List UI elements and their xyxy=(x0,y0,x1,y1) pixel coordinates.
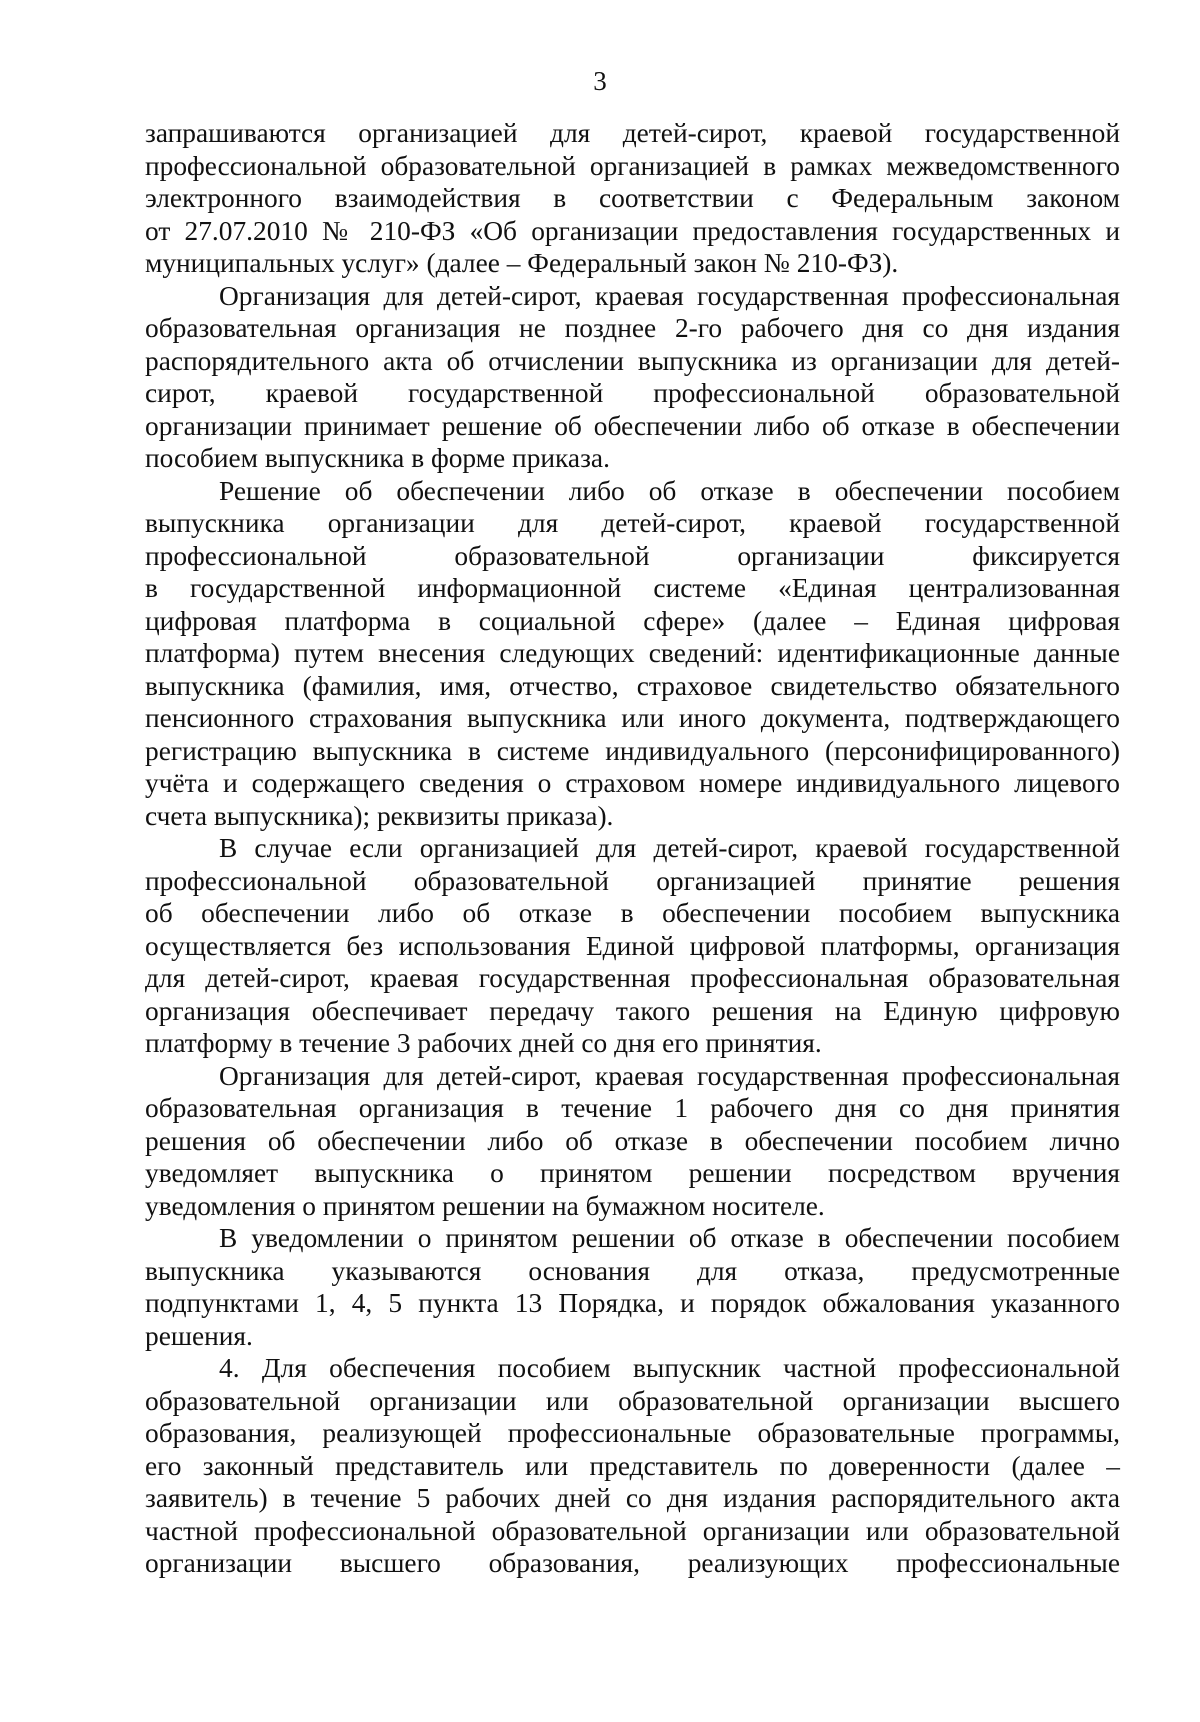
text-line: профессиональной образовательной организации фиксируется xyxy=(145,540,1120,571)
text-line: распорядительного акта об отчислении выпускника из организации для детей- xyxy=(145,345,1120,376)
paragraph xyxy=(145,1222,1120,1352)
text-line: его законный представитель или представитель по доверенности (далее – xyxy=(145,1450,1120,1481)
text-line: Организация для детей-сирот, краевая государственная профессиональная xyxy=(219,1060,1120,1091)
text-line: организации высшего образования, реализующих профессиональные xyxy=(145,1548,1120,1578)
text-line: выпускника организации для детей-сирот, краевой государственной xyxy=(145,508,1120,538)
text-line: электронного взаимодействия в соответствии с Федеральным законом xyxy=(145,183,1120,213)
text-line: заявитель) в течение 5 рабочих дней со дня издания распорядительного акта xyxy=(145,1483,1120,1513)
text-line: муниципальных услуг» (далее – Федеральный закон № 210-ФЗ). xyxy=(145,248,899,278)
text-line: выпускника (фамилия, имя, отчество, страховое свидетельство обязательного xyxy=(145,670,1120,701)
text-line: платформа) путем внесения следующих сведений: идентификационные данные xyxy=(145,638,1120,668)
text-line: об обеспечении либо об отказе в обеспечении пособием выпускника xyxy=(145,898,1120,928)
text-line: осуществляется без использования Единой цифровой платформы, организация xyxy=(145,930,1120,961)
text-line: решения. xyxy=(145,1320,253,1351)
text-line: организация обеспечивает передачу такого решения на Единую цифровую xyxy=(145,995,1120,1026)
text-line: уведомляет выпускника о принятом решении посредством вручения xyxy=(145,1158,1120,1188)
text-line: уведомления о принятом решении на бумажном носителе. xyxy=(145,1190,825,1221)
paragraph xyxy=(145,1352,1120,1580)
paragraph xyxy=(145,832,1120,1060)
paragraph xyxy=(145,1060,1120,1223)
text-line: запрашиваются организацией для детей-сирот, краевой государственной xyxy=(145,118,1120,148)
paragraph xyxy=(145,117,1120,280)
document-body xyxy=(145,117,1120,1580)
paragraph xyxy=(145,475,1120,833)
text-line: профессиональной образовательной организацией в рамках межведомственного xyxy=(145,150,1120,181)
text-line: платформу в течение 3 рабочих дней со дня его принятия. xyxy=(145,1028,822,1058)
text-line: частной профессиональной образовательной организации или образовательной xyxy=(145,1515,1120,1546)
text-line: подпунктами 1, 4, 5 пункта 13 Порядка, и порядок обжалования указанного xyxy=(145,1288,1120,1318)
text-line: В случае если организацией для детей-сирот, краевой государственной xyxy=(219,833,1120,863)
text-line: цифровая платформа в социальной сфере» (далее – Единая цифровая xyxy=(145,605,1120,636)
text-line: образовательная организация в течение 1 рабочего дня со дня принятия xyxy=(145,1093,1120,1123)
text-line: выпускника указываются основания для отказа, предусмотренные xyxy=(145,1255,1120,1286)
text-line: профессиональной образовательной организацией принятие решения xyxy=(145,865,1120,896)
text-line: пособием выпускника в форме приказа. xyxy=(145,443,610,473)
text-line: регистрацию выпускника в системе индивидуального (персонифицированного) xyxy=(145,735,1120,766)
text-line: 4. Для обеспечения пособием выпускник частной профессиональной xyxy=(219,1353,1120,1383)
text-line: учёта и содержащего сведения о страховом номере индивидуального лицевого xyxy=(145,768,1120,798)
text-line: для детей-сирот, краевая государственная профессиональная образовательная xyxy=(145,963,1120,993)
paragraph xyxy=(145,280,1120,475)
text-line: Организация для детей-сирот, краевая государственная профессиональная xyxy=(219,280,1120,311)
text-line: В уведомлении о принятом решении об отказе в обеспечении пособием xyxy=(219,1223,1120,1253)
text-line: в государственной информационной системе «Единая централизованная xyxy=(145,573,1120,603)
text-line: решения об обеспечении либо об отказе в обеспечении пособием лично xyxy=(145,1125,1120,1156)
text-line: образовательной организации или образовательной организации высшего xyxy=(145,1385,1120,1416)
text-line: сирот, краевой государственной профессиональной образовательной xyxy=(145,378,1120,408)
text-line: организации принимает решение об обеспечении либо об отказе в обеспечении xyxy=(145,410,1120,441)
text-line: пенсионного страхования выпускника или иного документа, подтверждающего xyxy=(145,703,1120,733)
text-line: Решение об обеспечении либо об отказе в обеспечении пособием xyxy=(219,475,1120,506)
text-line: счета выпускника); реквизиты приказа). xyxy=(145,800,614,831)
text-line: образовательная организация не позднее 2-го рабочего дня со дня издания xyxy=(145,313,1120,343)
text-line: от 27.07.2010 № 210-ФЗ «Об организации предоставления государственных и xyxy=(145,215,1120,246)
text-line: образования, реализующей профессиональные образовательные программы, xyxy=(145,1418,1120,1448)
page-number: 3 xyxy=(593,66,607,96)
